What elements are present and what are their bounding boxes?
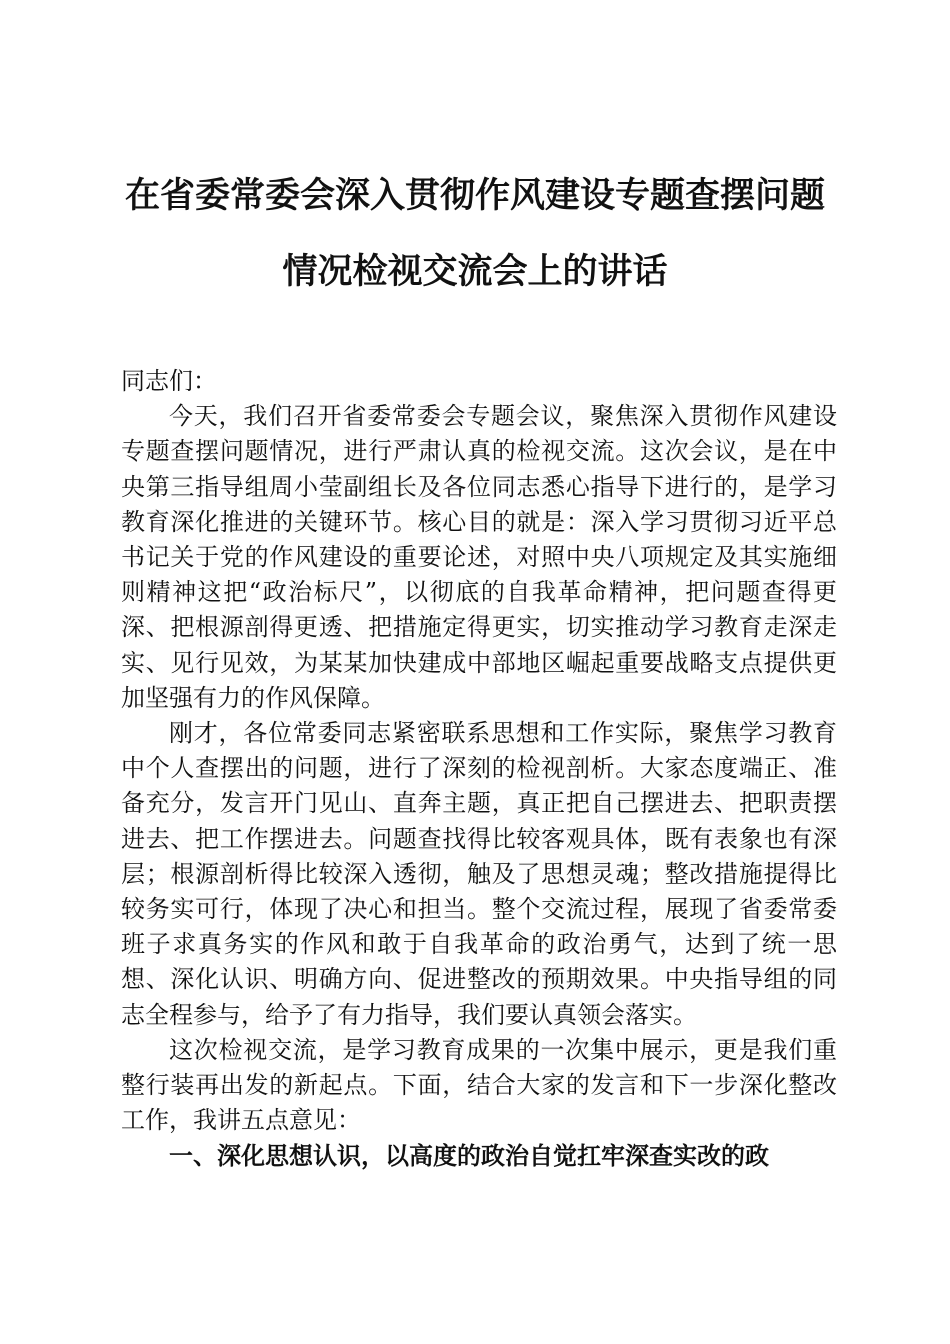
paragraph-2: 刚才，各位常委同志紧密联系思想和工作实际，聚焦学习教育中个人查摆出的问题，进行了深刻的检视剖析。大家态度端正、准备充分，发言开门见山、直奔主题，真正把自己摆进去、把职责摆进去、把工作摆进去。问题查找得比较客观具体，既有表象也有深层；根源剖析得比较深入透彻，触及了思想灵魂；整改措施提得比较务实可行，体现了决心和担当。整个交流过程，展现了省委常委班子求真务实的作风和敢于自我革命的政治勇气，达到了统一思想、深化认识、明确方向、促进整改的预期效果。中央指导组的同志全程参与，给予了有力指导，我们要认真领会落实。: [121, 719, 837, 1029]
section-heading-1: 一、深化思想认识，以高度的政治自觉扛牢深查实改的政: [169, 1141, 769, 1171]
paragraph-3: 这次检视交流，是学习教育成果的一次集中展示，更是我们重整行装再出发的新起点。下面，结合大家的发言和下一步深化整改工作，我讲五点意见：: [121, 1035, 837, 1135]
document-title-line-2: 情况检视交流会上的讲话: [282, 251, 668, 292]
document-title-line-1: 在省委常委会深入贯彻作风建设专题查摆问题: [124, 175, 825, 216]
document-body: [121, 364, 837, 1174]
salutation: 同志们：: [121, 367, 217, 395]
paragraph-1: 今天，我们召开省委常委会专题会议，聚焦深入贯彻作风建设专题查摆问题情况，进行严肃认真的检视交流。这次会议，是在中央第三指导组周小莹副组长及各位同志悉心指导下进行的，是学习教育深化推进的关键环节。核心目的就是：深入学习贯彻习近平总书记关于党的作风建设的重要论述，对照中央八项规定及其实施细则精神这把“政治标尺”，以彻底的自我革命精神，把问题查得更深、把根源剖得更透、把措施定得更实，切实推动学习教育走深走实、见行见效，为某某加快建成中部地区崛起重要战略支点提供更加坚强有力的作风保障。: [121, 402, 837, 712]
